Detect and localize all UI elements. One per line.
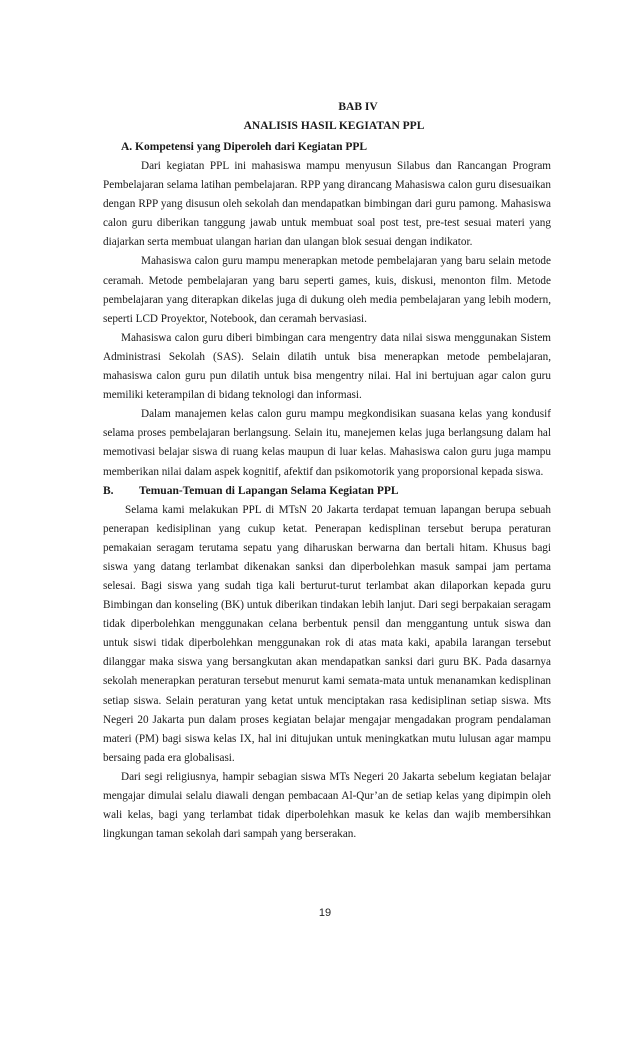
chapter-title: ANALISIS HASIL KEGIATAN PPL — [243, 120, 425, 132]
document-page — [103, 98, 551, 844]
section-b-paragraph-1: Selama kami melakukan PPL di MTsN 20 Jakarta terdapat temuan lapangan berupa sebuah penerapan kedisiplinan yang cukup ketat. Penerapan kedisplinan tersebut berupa peraturan pemakaian seragam terutama sepatu yang diharuskan berwarna dan bertali hitam. Khusus bagi siswa yang datang terlambat dikenakan sanksi dan diperbolehkan masuk sampai jam pertama selesai. Bagi siswa yang sudah tiga kali berturut-turut terlambat akan dilaporkan kepada guru Bimbingan dan konseling (BK) untuk diberikan tindakan lebih lanjut. Dari segi berpakaian seragam tidak diperbolehkan menggunakan celana berbentuk pensil dan menggantung untuk siswa dan untuk siswi tidak diperbolehkan menggunakan rok di atas mata kaki, apabila larangan tersebut dilanggar maka siswa yang bersangkutan akan mendapatkan sanksi dari guru BK. Pada dasarnya sekolah menerapkan peraturan tersebut menurut kami semata-mata untuk menanamkan kedisplinan setiap siswa. Selain peraturan yang ketat untuk menciptakan rasa kedisiplinan setiap siswa. Mts Negeri 20 Jakarta pun dalam proses kegiatan belajar mengajar mengadakan program pendalaman materi (PM) bagi siswa kelas IX, hal ini ditujukan untuk meningkatkan mutu lulusan agar mampu bersaing pada era globalisasi. — [103, 503, 551, 764]
section-a-paragraph-4: Dalam manajemen kelas calon guru mampu megkondisikan suasana kelas yang kondusif selama proses pembelajaran berlangsung. Selain itu, manejemen kelas juga berlangsung dalam hal memotivasi belajar siswa di ruang kelas maupun di luar kelas. Mahasiswa calon guru juga mampu memberikan nilai dalam aspek kognitif, afektif dan psikomotorik yang proporsional kepada siswa. — [103, 408, 551, 478]
section-a-paragraph-1: Dari kegiatan PPL ini mahasiswa mampu menyusun Silabus dan Rancangan Program Pembelajaran selama latihan pembelajaran. RPP yang dirancang Mahasiswa calon guru disesuaikan dengan RPP yang disusun oleh sekolah dan mendapatkan bimbingan dari guru pamong. Mahasiswa calon guru diberikan tanggung jawab untuk membuat soal post test, pre-test sesuai materi yang diajarkan serta membuat ulangan harian dan ulangan blok sesuai dengan indikator. — [103, 160, 551, 249]
section-a-heading: A. Kompetensi yang Diperoleh dari Kegiatan PPL — [121, 141, 368, 153]
chapter-label: BAB IV — [338, 101, 378, 113]
section-b-title: Temuan-Temuan di Lapangan Selama Kegiatan PPL — [139, 484, 399, 497]
section-b-number: B. — [103, 484, 114, 497]
section-b-heading — [103, 482, 551, 501]
section-a-paragraph-3: Mahasiswa calon guru diberi bimbingan cara mengentry data nilai siswa menggunakan Sistem Administrasi Sekolah (SAS). Selain dilatih untuk bisa menerapkan metode pembelajaran, mahasiswa calon guru pun dilatih untuk bisa mengentry nilai. Hal ini bertujuan agar calon guru memiliki keterampilan di bidang teknologi dan informasi. — [103, 331, 551, 402]
page-number: 19 — [318, 907, 332, 919]
section-a-paragraph-2: Mahasiswa calon guru mampu menerapkan metode pembelajaran yang baru selain metode ceramah. Metode pembelajaran yang baru seperti games, kuis, diskusi, menonton film. Metode pembelajaran yang diterapkan dikelas juga di dukung oleh media pembelajaran yang lebih modern, seperti LCD Proyektor, Notebook, dan ceramah bervasiasi. — [103, 255, 551, 325]
section-b-paragraph-2: Dari segi religiusnya, hampir sebagian siswa MTs Negeri 20 Jakarta sebelum kegiatan belajar mengajar dimulai selalu diawali dengan pembacaan Al-Qur’an de setiap kelas yang dipimpin oleh wali kelas, bagi yang terlambat tidak diperbolehkan masuk ke kelas dan wajib membersihkan lingkungan taman sekolah dari sampah yang berserakan. — [103, 770, 551, 841]
